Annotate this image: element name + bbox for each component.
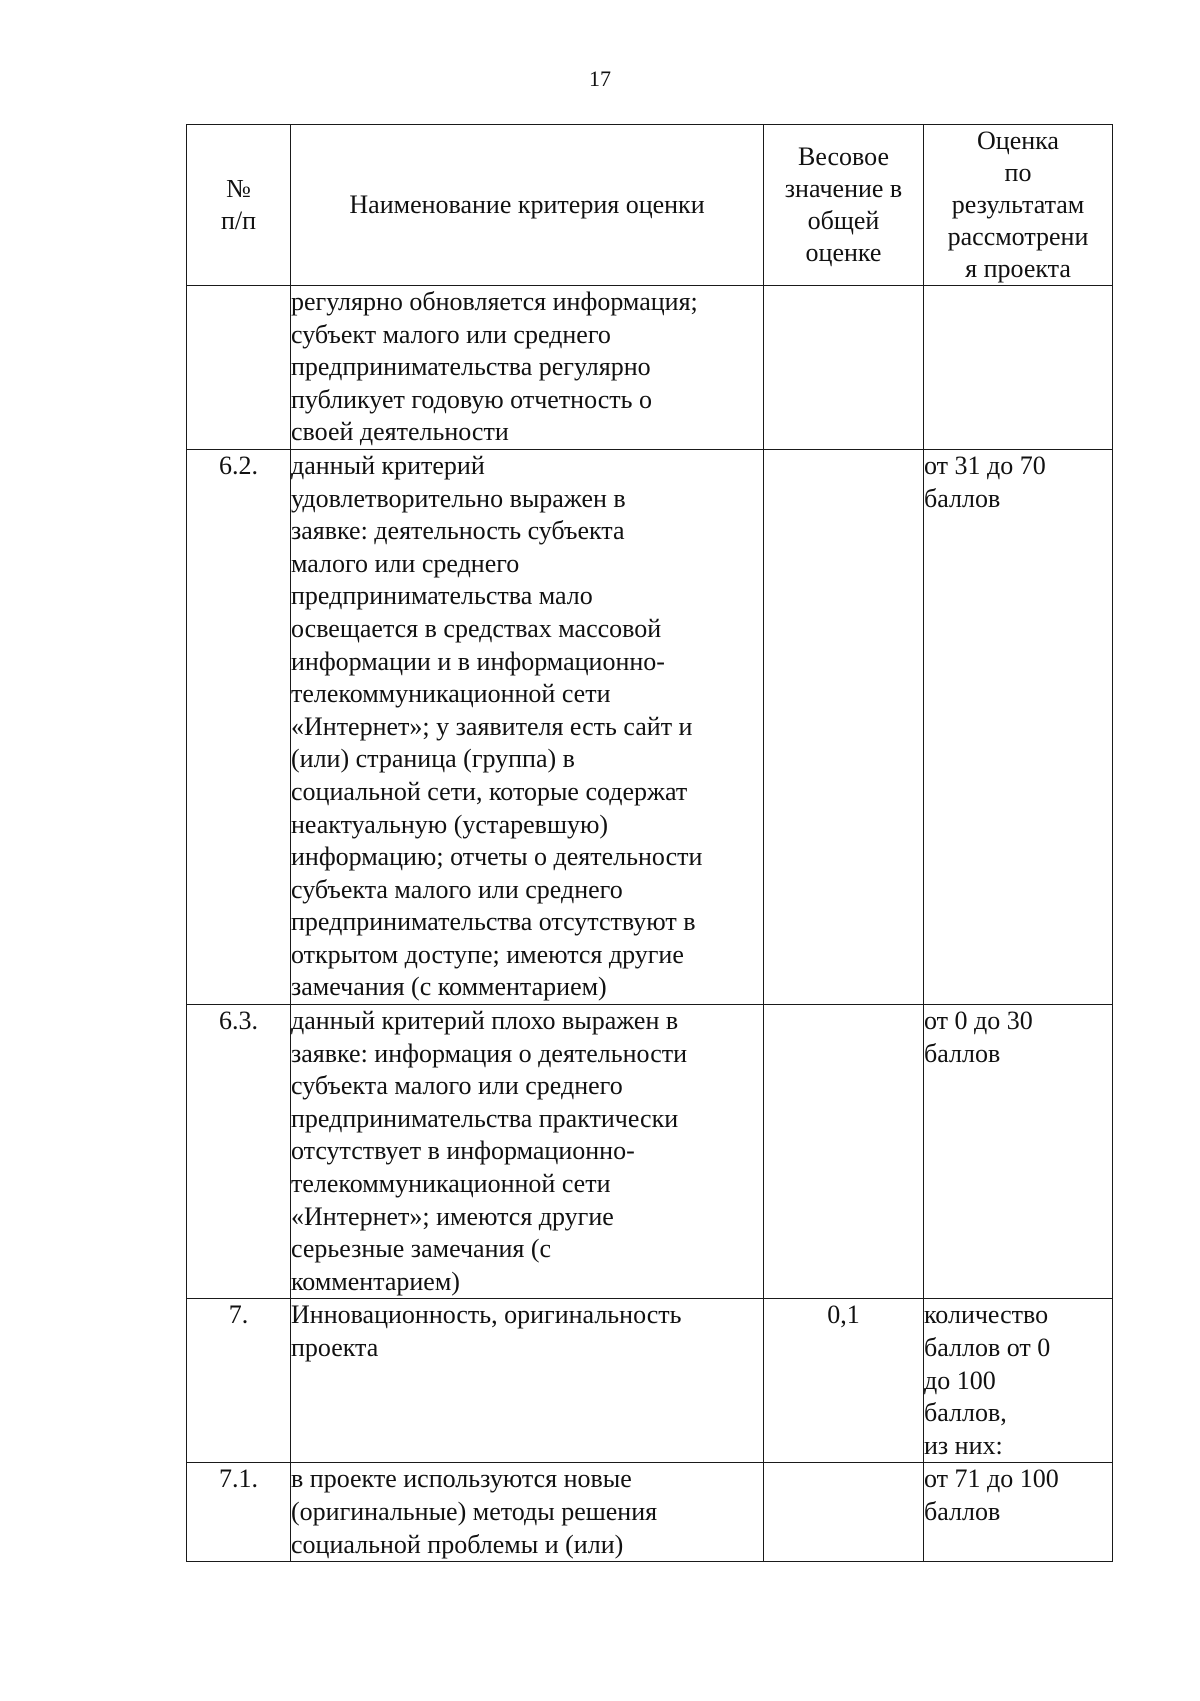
cell-item-number [187, 286, 291, 450]
cell-item-number: 7. [187, 1299, 291, 1463]
text-line: публикует годовую отчетность о [291, 384, 652, 414]
text-line: предпринимательства регулярно [291, 352, 651, 382]
cell-criterion-text [291, 1005, 764, 1299]
cell-score [924, 1463, 1113, 1562]
cell-weight [764, 286, 924, 450]
text-line: информацию; отчеты о деятельности [291, 842, 703, 872]
text-line: регулярно обновляется информация; [291, 287, 698, 316]
text-line: открытом доступе; имеются другие [291, 939, 684, 969]
text-line: серьезные замечания (с [291, 1234, 552, 1264]
text-line: предпринимательства мало [291, 581, 593, 611]
text-line: субъект малого или среднего [291, 319, 611, 349]
text-line: отсутствует в информационно- [291, 1136, 635, 1166]
page-number: 17 [589, 66, 611, 91]
cell-score [924, 286, 1113, 450]
table-header-row [187, 125, 1113, 286]
cell-weight: 0,1 [764, 1299, 924, 1463]
cell-criterion-text [291, 1299, 764, 1463]
table-row [187, 286, 1113, 450]
cell-score [924, 449, 1113, 1004]
table-row [187, 449, 1113, 1004]
cell-weight [764, 1005, 924, 1299]
text-line: п/п [220, 206, 257, 235]
text-line: (или) страница (группа) в [291, 744, 575, 774]
text-line: субъекта малого или среднего [291, 1071, 623, 1101]
text-line: в проекте используются новые [291, 1464, 632, 1494]
cell-criterion-text [291, 449, 764, 1004]
text-line: из них: [924, 1430, 1003, 1460]
criteria-table [186, 124, 1113, 1562]
cell-item-number: 6.2. [187, 449, 291, 1004]
text-line: общей [807, 206, 880, 235]
text-line: от 0 до 30 [924, 1006, 1033, 1036]
text-line: замечания (с комментарием) [291, 972, 607, 1002]
text-line: субъекта малого или среднего [291, 874, 623, 904]
text-line: № [226, 174, 251, 203]
text-line: удовлетворительно выражен в [291, 483, 626, 513]
header-score [924, 125, 1113, 286]
text-line: по [1004, 158, 1032, 187]
header-weight [764, 125, 924, 286]
text-line: малого или среднего [291, 548, 520, 578]
table-row [187, 1299, 1113, 1463]
table-row [187, 1005, 1113, 1299]
text-line: «Интернет»; имеются другие [291, 1201, 614, 1231]
text-line: комментарием) [291, 1266, 460, 1296]
text-line: значение в [784, 174, 903, 203]
text-line: заявке: информация о деятельности [291, 1038, 688, 1068]
text-line: Инновационность, оригинальность [291, 1300, 682, 1330]
cell-score [924, 1005, 1113, 1299]
text-line: неактуальную (устаревшую) [291, 809, 609, 839]
text-line: баллов от 0 [924, 1333, 1051, 1362]
text-line: Наименование критерия оценки [349, 190, 705, 219]
cell-weight [764, 1463, 924, 1562]
header-criterion-name [291, 125, 764, 286]
table-body [187, 286, 1113, 1562]
text-line: предпринимательства отсутствуют в [291, 907, 696, 937]
cell-item-number: 7.1. [187, 1463, 291, 1562]
text-line: (оригинальные) методы решения [291, 1496, 658, 1526]
text-line: социальной сети, которые содержат [291, 776, 688, 806]
text-line: от 31 до 70 [924, 450, 1046, 480]
text-line: «Интернет»; у заявителя есть сайт и [291, 711, 693, 741]
text-line: данный критерий [291, 450, 485, 480]
text-line: телекоммуникационной сети [291, 679, 611, 709]
text-line: количество [924, 1300, 1049, 1330]
text-line: своей деятельности [291, 417, 509, 447]
text-line: телекоммуникационной сети [291, 1169, 611, 1199]
text-line: предпринимательства практически [291, 1103, 679, 1133]
text-line: баллов [924, 483, 1001, 513]
text-line: результатам [951, 190, 1085, 219]
text-line: от 71 до 100 [924, 1464, 1059, 1494]
text-line: Оценка [977, 126, 1059, 155]
text-line: освещается в средствах массовой [291, 613, 662, 643]
text-line: социальной проблемы и (или) [291, 1529, 624, 1559]
text-line: баллов, [924, 1398, 1007, 1428]
cell-item-number: 6.3. [187, 1005, 291, 1299]
text-line: заявке: деятельность субъекта [291, 516, 625, 546]
text-line: я проекта [965, 254, 1071, 283]
text-line: информации и в информационно- [291, 646, 665, 676]
text-line: до 100 [924, 1365, 996, 1395]
text-line: оценке [805, 238, 882, 267]
header-number [187, 125, 291, 286]
text-line: рассмотрени [947, 222, 1089, 251]
text-line: данный критерий плохо выражен в [291, 1006, 679, 1036]
cell-criterion-text [291, 286, 764, 450]
cell-score [924, 1299, 1113, 1463]
cell-weight [764, 449, 924, 1004]
text-line: проекта [291, 1333, 379, 1362]
table-row [187, 1463, 1113, 1562]
text-line: Весовое [797, 142, 890, 171]
text-line: баллов [924, 1038, 1001, 1068]
cell-criterion-text [291, 1463, 764, 1562]
text-line: баллов [924, 1496, 1001, 1526]
